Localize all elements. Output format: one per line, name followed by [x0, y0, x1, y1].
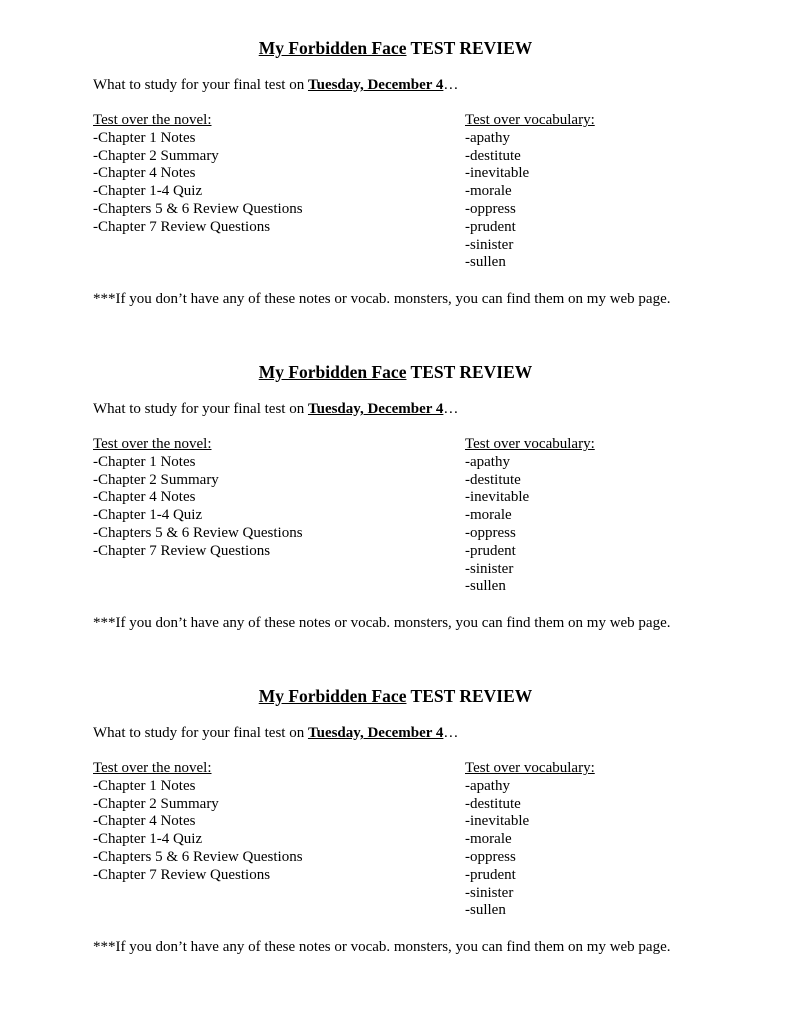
vocab-item: -sullen — [465, 902, 506, 919]
novel-item: -Chapter 1-4 Quiz — [93, 507, 203, 524]
novel-item: -Chapter 4 Notes — [93, 489, 196, 506]
vocab-heading: Test over vocabulary: — [465, 436, 595, 452]
novel-item: -Chapter 7 Review Questions — [93, 218, 271, 235]
title-suffix: TEST REVIEW — [406, 362, 533, 382]
vocab-item: -morale — [465, 831, 512, 848]
review-section-3 — [0, 686, 791, 955]
novel-item: -Chapter 2 Summary — [93, 147, 219, 164]
intro-text: What to study for your final test on — [93, 77, 308, 93]
intro-ellipsis: … — [443, 401, 459, 417]
novel-item: -Chapters 5 & 6 Review Questions — [93, 524, 303, 541]
novel-item: -Chapter 1 Notes — [93, 777, 196, 794]
web-page-note: ***If you don’t have any of these notes or vocab. monsters, you can find them on my web page. — [93, 939, 671, 955]
book-title: My Forbidden Face — [258, 38, 407, 58]
novel-item: -Chapters 5 & 6 Review Questions — [93, 200, 303, 217]
vocab-item: -morale — [465, 183, 512, 200]
novel-item: -Chapter 1 Notes — [93, 453, 196, 470]
web-page-note: ***If you don’t have any of these notes or vocab. monsters, you can find them on my web page. — [93, 291, 671, 307]
intro-line — [93, 76, 458, 94]
novel-item: -Chapter 7 Review Questions — [93, 542, 271, 559]
novel-item: -Chapter 2 Summary — [93, 795, 219, 812]
novel-item: -Chapter 4 Notes — [93, 813, 196, 830]
vocab-heading: Test over vocabulary: — [465, 112, 595, 128]
intro-line — [93, 724, 458, 742]
vocab-item: -sinister — [465, 560, 514, 577]
review-title — [0, 38, 791, 58]
novel-column — [93, 436, 303, 561]
review-title — [0, 686, 791, 706]
vocab-item: -inevitable — [465, 165, 530, 182]
vocab-item: -sinister — [465, 884, 514, 901]
novel-item: -Chapter 2 Summary — [93, 471, 219, 488]
vocab-item: -destitute — [465, 147, 521, 164]
vocab-item: -apathy — [465, 453, 510, 470]
novel-heading: Test over the novel: — [93, 112, 212, 128]
intro-text: What to study for your final test on — [93, 401, 308, 417]
vocab-item: -sullen — [465, 578, 506, 595]
vocab-item: -apathy — [465, 129, 510, 146]
vocab-item: -destitute — [465, 795, 521, 812]
vocab-item: -sullen — [465, 254, 506, 271]
vocab-item: -destitute — [465, 471, 521, 488]
novel-item: -Chapter 1 Notes — [93, 129, 196, 146]
test-date: Tuesday, December 4 — [307, 401, 444, 417]
review-section-1 — [0, 38, 791, 307]
title-suffix: TEST REVIEW — [406, 38, 533, 58]
title-suffix: TEST REVIEW — [406, 686, 533, 706]
intro-line — [93, 400, 458, 418]
novel-heading: Test over the novel: — [93, 760, 212, 776]
book-title: My Forbidden Face — [258, 362, 407, 382]
vocab-heading: Test over vocabulary: — [465, 760, 595, 776]
vocab-item: -prudent — [465, 866, 516, 883]
novel-item: -Chapter 1-4 Quiz — [93, 183, 203, 200]
novel-column — [93, 760, 303, 885]
vocab-item: -prudent — [465, 218, 516, 235]
vocab-column — [465, 112, 595, 272]
novel-heading: Test over the novel: — [93, 436, 212, 452]
book-title: My Forbidden Face — [258, 686, 407, 706]
review-title — [0, 362, 791, 382]
vocab-item: -prudent — [465, 542, 516, 559]
review-section-2 — [0, 362, 791, 631]
test-date: Tuesday, December 4 — [307, 77, 444, 93]
vocab-column — [465, 436, 595, 596]
novel-item: -Chapters 5 & 6 Review Questions — [93, 848, 303, 865]
intro-text: What to study for your final test on — [93, 725, 308, 741]
novel-column — [93, 112, 303, 237]
vocab-item: -oppress — [465, 524, 516, 541]
novel-item: -Chapter 1-4 Quiz — [93, 831, 203, 848]
vocab-item: -oppress — [465, 200, 516, 217]
novel-item: -Chapter 7 Review Questions — [93, 866, 271, 883]
vocab-item: -morale — [465, 507, 512, 524]
novel-item: -Chapter 4 Notes — [93, 165, 196, 182]
intro-ellipsis: … — [443, 725, 459, 741]
test-date: Tuesday, December 4 — [307, 725, 444, 741]
vocab-item: -apathy — [465, 777, 510, 794]
vocab-item: -inevitable — [465, 813, 530, 830]
web-page-note: ***If you don’t have any of these notes or vocab. monsters, you can find them on my web page. — [93, 615, 671, 631]
intro-ellipsis: … — [443, 77, 459, 93]
vocab-item: -inevitable — [465, 489, 530, 506]
vocab-item: -oppress — [465, 848, 516, 865]
vocab-item: -sinister — [465, 236, 514, 253]
vocab-column — [465, 760, 595, 920]
